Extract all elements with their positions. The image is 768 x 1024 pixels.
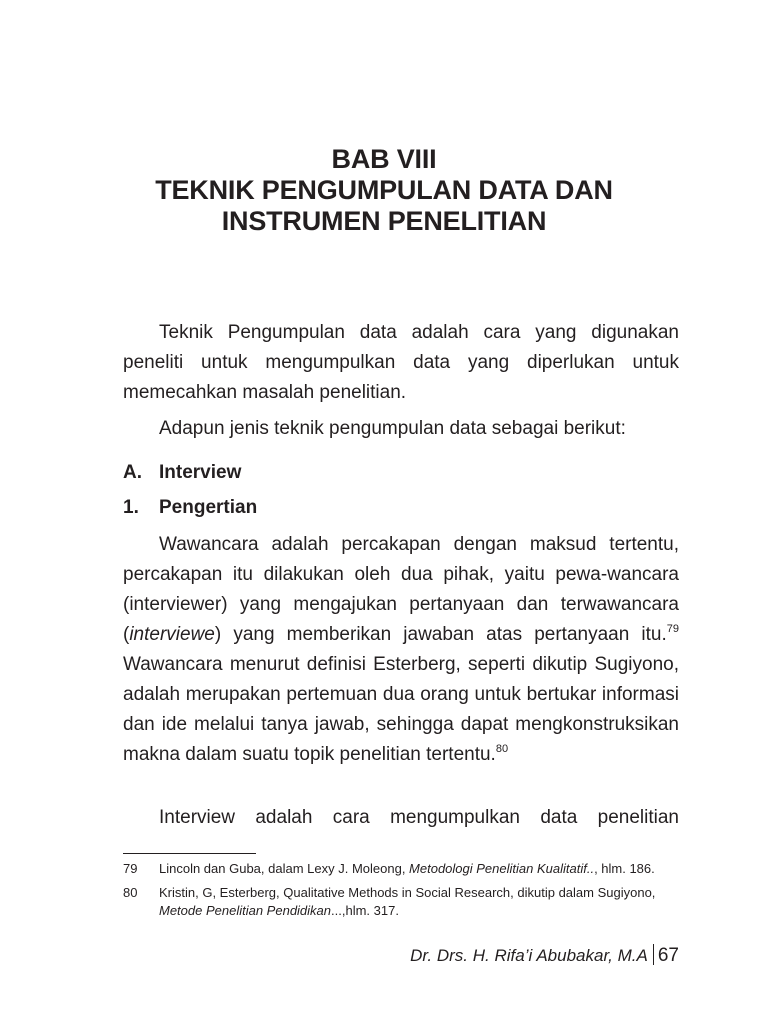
footnote-80-text-part-2: ...,hlm. 317.: [331, 903, 399, 918]
footer-author: Dr. Drs. H. Rifa’i Abubakar, M.A: [410, 946, 648, 965]
footnote-79-text-part-1: Lincoln dan Guba, dalam Lexy J. Moleong,: [159, 861, 410, 876]
footer-separator: [653, 944, 654, 965]
section-heading: [123, 461, 241, 485]
types-paragraph-text: Adapun jenis teknik pengumpulan data sebagai berikut:: [159, 418, 626, 439]
definition-text-part-3: Wawancara menurut definisi Esterberg, seperti dikutip Sugiyono, adalah merupakan pertemuan dua orang untuk bertukar informasi dan ide melalui tanya jawab, sehingga dapat mengkonstruksikan makna dalam suatu topik penelitian tertentu.: [123, 654, 679, 765]
section-number: A.: [123, 462, 142, 483]
section-title: Interview: [159, 462, 242, 483]
types-paragraph: [123, 414, 679, 444]
chapter-title-line-1: TEKNIK PENGUMPULAN DATA DAN: [155, 175, 613, 205]
chapter-number: BAB VIII: [331, 144, 437, 174]
footnote-79-number: 79: [123, 861, 138, 876]
footnote-ref-79[interactable]: 79: [666, 623, 679, 635]
footnote-79-text: [159, 860, 683, 878]
footnote-ref-80[interactable]: 80: [495, 743, 509, 755]
definition-paragraph-text: [123, 530, 679, 770]
footnote-80-number: 80: [123, 885, 138, 900]
chapter-title-line-2: INSTRUMEN PENELITIAN: [221, 206, 547, 236]
intro-paragraph: [123, 318, 679, 408]
page-number: 67: [657, 945, 679, 966]
intro-paragraph-text: Teknik Pengumpulan data adalah cara yang digunakan peneliti untuk mengumpulkan data yang diperlukan untuk memecahkan masalah penelitian.: [123, 322, 679, 403]
interview-paragraph-text: Interview adalah cara mengumpulkan data penelitian: [159, 807, 679, 828]
subsection-title: Pengertian: [159, 497, 258, 518]
chapter-title: [0, 144, 768, 237]
footnote-80-book-title: Metode Penelitian Pendidikan: [159, 903, 332, 918]
footnote-80-text-part-1: Kristin, G, Esterberg, Qualitative Methods in Social Research, dikutip dalam Sugiyono,: [159, 885, 656, 900]
definition-text-part-1: Wawancara adalah percakapan dengan maksud tertentu, percakapan itu dilakukan oleh dua pihak, yaitu pewa-wancara (interviewer) yang mengajukan pertanyaan dan terwawancara (: [123, 534, 679, 645]
footnote-79-book-title: Metodologi Penelitian Kualitatif..: [409, 861, 595, 876]
subsection-heading: [123, 496, 257, 520]
interview-paragraph: [123, 803, 679, 833]
footnote-80-text: [159, 884, 683, 920]
definition-italic-term: interviewe: [129, 624, 215, 645]
subsection-number: 1.: [123, 497, 139, 518]
definition-paragraph: [123, 530, 679, 770]
page-footer: [410, 944, 679, 968]
footnote-divider: [123, 853, 256, 854]
footnote-79-text-part-2: , hlm. 186.: [594, 861, 655, 876]
definition-text-part-2: ) yang memberikan jawaban atas pertanyaan itu.: [214, 624, 667, 645]
